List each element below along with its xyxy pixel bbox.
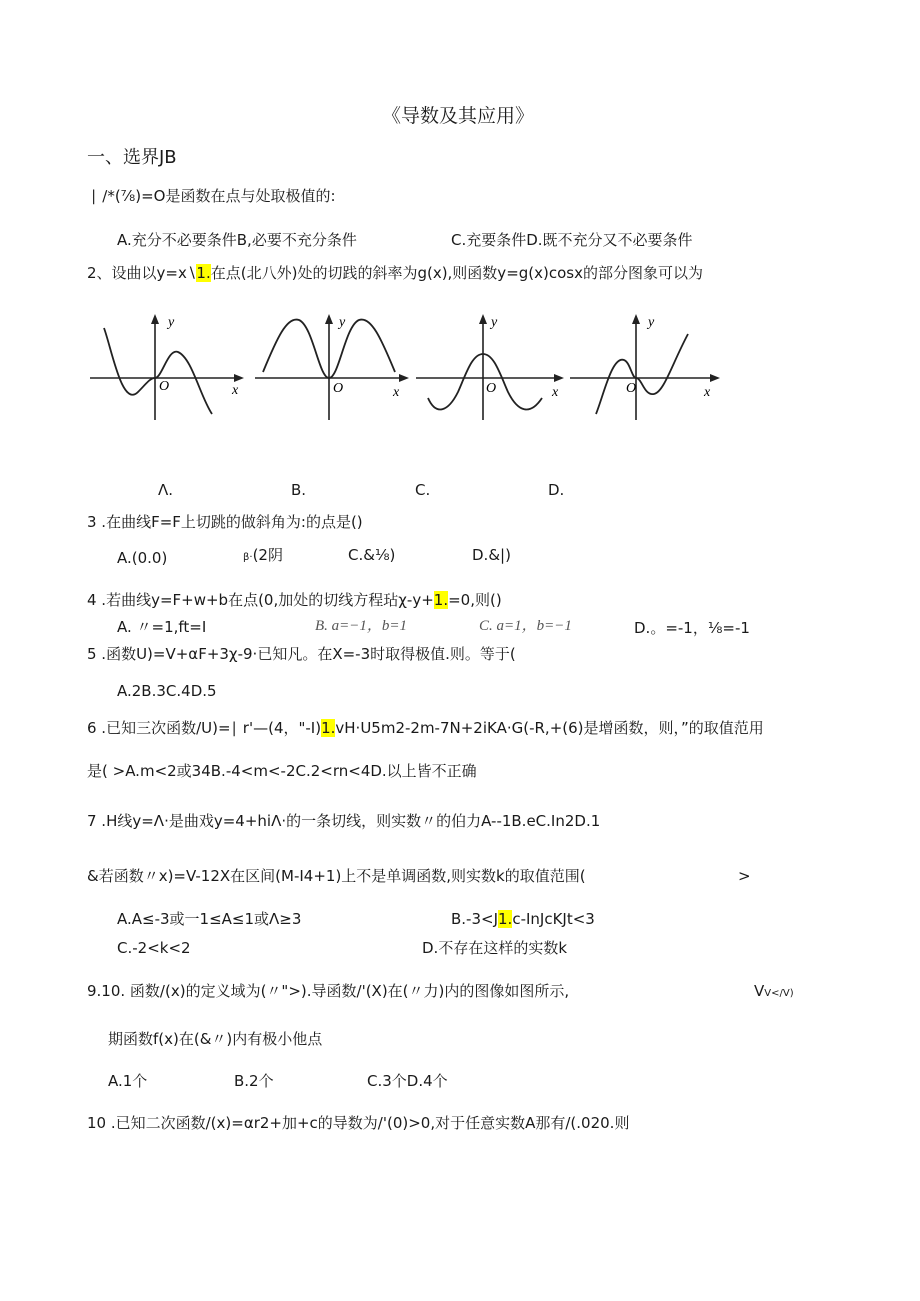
axis-y-label: y — [339, 315, 346, 330]
axis-x-label: x — [393, 385, 400, 400]
axis-x-label: x — [704, 385, 711, 400]
section-heading: 一、选界JB — [87, 147, 177, 168]
question-7-stem: 7 .H线y=Λ·是曲戏y=4+hiΛ·的一条切线，则实数〃的伯力A--1B.eC.In2D.1 — [87, 812, 601, 830]
highlight-mark: 1. — [321, 719, 336, 737]
graph-label-b: B. — [291, 481, 307, 499]
question-3-option-c: C.&⅛) — [348, 546, 396, 564]
question-4-stem: 4 .若曲线y=F+w+b在点(0,加处的切线方程玷χ-y+1.=0,则() — [87, 591, 502, 609]
question-1-stem: ∣ ∕*(⅞)=O是函数在点与处取极值的: — [90, 187, 336, 205]
question-6-stem: 6 .已知三次函数/U)=∣ r'—(4，"-I)1.vH·U5m2-2m-7N+2iKA·G(-R,+(6)是增函数，则，”的取值范用 — [87, 719, 764, 737]
question-4-option-c: C. a=1，b=−1 — [479, 618, 572, 634]
question-3-option-d: D.&|) — [472, 546, 511, 564]
question-8-stem: &若函数〃x)=V-12X在区间(M-I4+1)上不是单调函数,则实数k的取值范围( — [87, 867, 586, 885]
highlight-mark: 1. — [196, 264, 211, 282]
question-5-options: A.2B.3C.4D.5 — [117, 682, 217, 700]
question-8-option-a: A.A≤-3或一1≤A≤1或Λ≥3 — [117, 910, 302, 928]
question-4-option-b: B. a=−1，b=1 — [315, 618, 408, 634]
question-9-line2: 期函数f(x)在(&〃)内有极小他点 — [108, 1030, 323, 1048]
question-4-option-a: A. 〃=1,ft=I — [117, 618, 207, 636]
graph-option-a — [88, 308, 248, 423]
question-3-option-a: A.(0.0) — [117, 549, 168, 567]
question-9-stem: 9.10. 函数/(x)的定义域为(〃">).导函数/'(X)在(〃力)内的图像如图所示, — [87, 982, 570, 1000]
axis-y-label: y — [648, 315, 655, 330]
origin-label: O — [159, 379, 170, 394]
highlight-mark: 1. — [433, 591, 449, 609]
highlight-mark: 1. — [498, 910, 513, 928]
graph-label-d: D. — [548, 481, 565, 499]
question-9-option-b: B.2个 — [234, 1072, 274, 1090]
question-1-options-cd: C.充要条件D.既不充分又不必要条件 — [451, 231, 693, 249]
question-9-option-a: A.1个 — [108, 1072, 148, 1090]
question-3-option-b: β·(2阴 — [243, 546, 283, 564]
axis-x-label: x — [552, 385, 559, 400]
question-6-options: 是( >A.m<2或34B.-4<m<-2C.2<rn<4D.以上皆不正确 — [87, 762, 477, 780]
question-8-close: > — [738, 867, 751, 885]
origin-label: O — [626, 381, 637, 396]
question-4-option-d: D.。=-1，⅛=-1 — [634, 619, 750, 637]
question-10-stem: 10 .已知二次函数/(x)=αr2+加+c的导数为/'(0)>0,对于任意实数A那有/(.020.则 — [87, 1114, 630, 1132]
question-8-option-c: C.-2<k<2 — [117, 939, 191, 957]
question-8-option-d: D.不存在这样的实数k — [422, 939, 568, 957]
question-3-stem: 3 .在曲线F=F上切跳的做斜角为:的点是() — [87, 513, 363, 531]
graph-label-a: Λ. — [158, 481, 174, 499]
origin-label: O — [333, 381, 344, 396]
graph-label-c: C. — [415, 481, 431, 499]
question-8-option-b: B.-3<J1.c-InJcKJt<3 — [451, 910, 595, 928]
question-2-stem: 2、设曲以y=x∖1.在点(北八外)处的切践的斜率为g(x),则函数y=g(x)cosx的部分图象可以为 — [87, 264, 703, 282]
axis-y-label: y — [168, 315, 175, 330]
graph-option-b — [253, 308, 413, 423]
page-title: 《导数及其应用》 — [382, 105, 535, 127]
graph-option-d — [568, 308, 728, 423]
question-1-options-ab: A.充分不必要条件B,必要不充分条件 — [117, 231, 357, 249]
question-9-options-cd: C.3个D.4个 — [367, 1072, 448, 1090]
question-9-figure-label: VV</V) — [754, 982, 794, 1000]
axis-x-label: x — [232, 383, 239, 398]
origin-label: O — [486, 381, 497, 396]
question-5-stem: 5 .函数U)=V+αF+3χ-9·已知凡。在X=-3时取得极值.则。等于( — [87, 645, 516, 663]
axis-y-label: y — [491, 315, 498, 330]
graph-option-c — [414, 308, 574, 423]
